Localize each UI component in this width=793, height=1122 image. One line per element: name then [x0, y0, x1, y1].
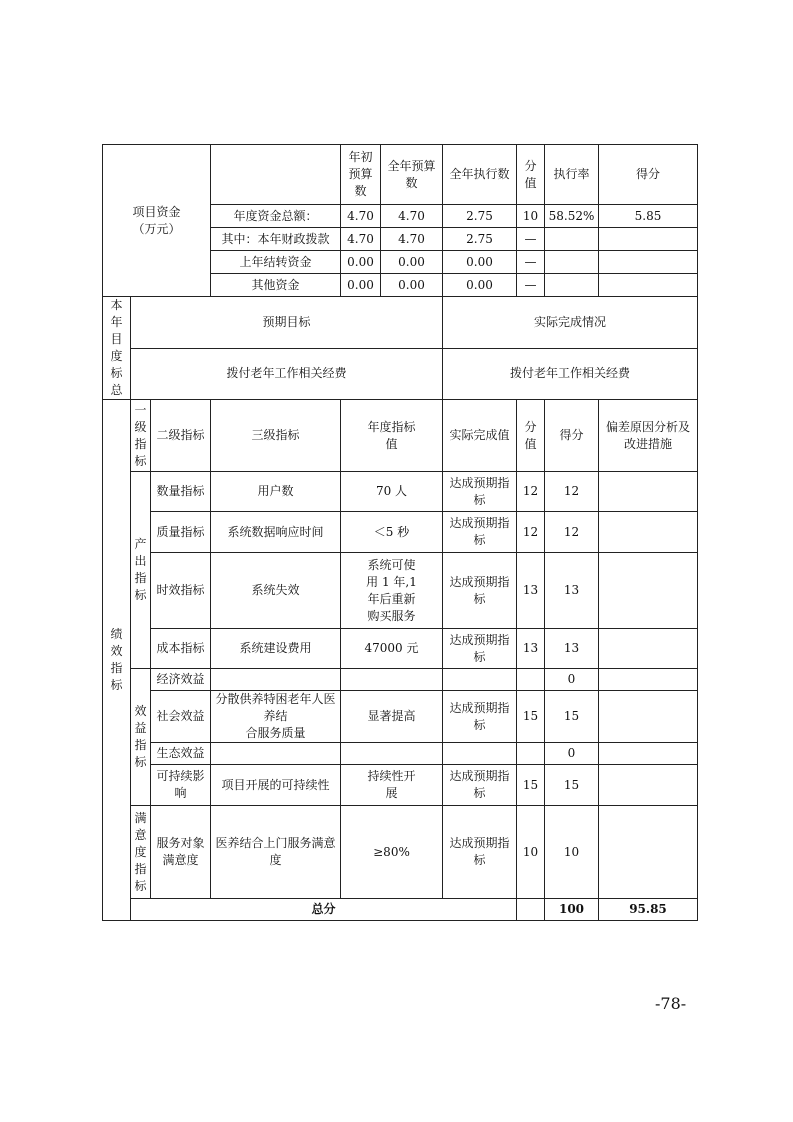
indicator-target [341, 743, 443, 765]
indicator-level2: 社会效益 [151, 691, 211, 743]
funds-row-score: — [517, 228, 545, 251]
indicator-target: 70 人 [341, 472, 443, 512]
indicator-got: 13 [545, 629, 599, 669]
indicator-note [599, 553, 698, 629]
funds-row-initial: 4.70 [341, 228, 381, 251]
funds-row-label: 其中：本年财政拨款 [211, 228, 341, 251]
total-row [103, 899, 698, 921]
total-got: 95.85 [599, 899, 698, 921]
funds-label-cell [103, 145, 211, 297]
indicator-got: 0 [545, 743, 599, 765]
indicator-level2: 可持续影 响 [151, 765, 211, 806]
indicator-level3 [211, 743, 341, 765]
perf-header-level3: 三级指标 [211, 400, 341, 472]
indicator-actual: 达成预期指 标 [443, 691, 517, 743]
funds-row-initial: 4.70 [341, 205, 381, 228]
indicator-actual [443, 669, 517, 691]
indicator-actual: 达成预期指 标 [443, 806, 517, 899]
funds-row-initial: 0.00 [341, 251, 381, 274]
indicator-level3: 项目开展的可持续性 [211, 765, 341, 806]
indicator-level2: 成本指标 [151, 629, 211, 669]
indicator-level3 [211, 669, 341, 691]
indicator-got: 0 [545, 669, 599, 691]
indicator-target: 47000 元 [341, 629, 443, 669]
indicator-target: 持续性开 展 [341, 765, 443, 806]
funds-row-rate [545, 251, 599, 274]
indicator-row [103, 691, 698, 743]
funds-row-full: 0.00 [381, 274, 443, 297]
indicator-level3: 系统建设费用 [211, 629, 341, 669]
indicator-score: 12 [517, 472, 545, 512]
indicator-actual: 达成预期指 标 [443, 553, 517, 629]
funds-header-exec: 全年执行数 [443, 145, 517, 205]
expected-goal: 拨付老年工作相关经费 [131, 348, 443, 400]
benefit-group-label: 效 益 指 标 [131, 669, 151, 806]
actual-completion-header: 实际完成情况 [443, 297, 698, 349]
actual-completion: 拨付老年工作相关经费 [443, 348, 698, 400]
indicator-level3: 医养结合上门服务满意度 [211, 806, 341, 899]
indicator-got: 12 [545, 512, 599, 553]
indicator-target: 显著提高 [341, 691, 443, 743]
funds-row-label: 年度资金总额： [211, 205, 341, 228]
funds-row-exec: 2.75 [443, 205, 517, 228]
indicator-note [599, 691, 698, 743]
indicator-score: 12 [517, 512, 545, 553]
indicator-target: ≥80% [341, 806, 443, 899]
output-group-label: 产 出 指 标 [131, 472, 151, 669]
funds-row-score: — [517, 251, 545, 274]
indicator-row [103, 553, 698, 629]
funds-row-exec: 2.75 [443, 228, 517, 251]
indicator-level2: 服务对象 满意度 [151, 806, 211, 899]
indicator-row [103, 669, 698, 691]
indicator-note [599, 512, 698, 553]
indicator-level3: 系统数据响应时间 [211, 512, 341, 553]
funds-row-got [599, 274, 698, 297]
indicator-level3: 分散供养特困老年人医养结 合服务质量 [211, 691, 341, 743]
funds-row-initial: 0.00 [341, 274, 381, 297]
funds-row-label: 其他资金 [211, 274, 341, 297]
indicator-actual: 达成预期指 标 [443, 629, 517, 669]
funds-header-full: 全年预算 数 [381, 145, 443, 205]
funds-row-rate: 58.52% [545, 205, 599, 228]
indicator-score: 13 [517, 553, 545, 629]
perf-header-note: 偏差原因分析及 改进措施 [599, 400, 698, 472]
indicator-target: 系统可使 用 1 年,1 年后重新 购买服务 [341, 553, 443, 629]
indicator-level2: 经济效益 [151, 669, 211, 691]
funds-row-full: 4.70 [381, 205, 443, 228]
funds-row-full: 4.70 [381, 228, 443, 251]
indicator-actual: 达成预期指 标 [443, 765, 517, 806]
total-actual [517, 899, 545, 921]
funds-row-got [599, 228, 698, 251]
indicator-row [103, 512, 698, 553]
indicator-score: 10 [517, 806, 545, 899]
indicator-got: 10 [545, 806, 599, 899]
indicator-level3: 系统失效 [211, 553, 341, 629]
funds-row-exec: 0.00 [443, 274, 517, 297]
indicator-row [103, 472, 698, 512]
funds-row-rate [545, 274, 599, 297]
indicator-got: 15 [545, 691, 599, 743]
total-score: 100 [545, 899, 599, 921]
indicator-note [599, 806, 698, 899]
indicator-actual: 达成预期指 标 [443, 512, 517, 553]
indicator-level2: 生态效益 [151, 743, 211, 765]
indicator-score [517, 743, 545, 765]
indicator-note [599, 765, 698, 806]
indicator-row [103, 743, 698, 765]
perf-header-got: 得分 [545, 400, 599, 472]
expected-goal-header: 预期目标 [131, 297, 443, 349]
funds-header-rate: 执行率 [545, 145, 599, 205]
funds-row-exec: 0.00 [443, 251, 517, 274]
satisfaction-group-label: 满 意 度 指 标 [131, 806, 151, 899]
indicator-note [599, 743, 698, 765]
indicator-level2: 数量指标 [151, 472, 211, 512]
indicator-row [103, 765, 698, 806]
indicator-score: 15 [517, 691, 545, 743]
funds-header-blank [211, 145, 341, 205]
funds-row-score: 10 [517, 205, 545, 228]
perf-header-level2: 二级指标 [151, 400, 211, 472]
funds-row-label: 上年结转资金 [211, 251, 341, 274]
indicator-score [517, 669, 545, 691]
page-number: -78- [655, 994, 687, 1013]
indicator-got: 12 [545, 472, 599, 512]
funds-header-initial: 年初 预算 数 [341, 145, 381, 205]
indicator-row [103, 629, 698, 669]
perf-header-score: 分 值 [517, 400, 545, 472]
perf-header-actual: 实际完成值 [443, 400, 517, 472]
indicator-target [341, 669, 443, 691]
indicator-target: ＜5 秒 [341, 512, 443, 553]
funds-row-rate [545, 228, 599, 251]
perf-header-level1: 一 级 指 标 [131, 400, 151, 472]
indicator-level2: 质量指标 [151, 512, 211, 553]
indicator-level2: 时效指标 [151, 553, 211, 629]
indicator-score: 13 [517, 629, 545, 669]
indicator-actual: 达成预期指 标 [443, 472, 517, 512]
funds-header-got: 得分 [599, 145, 698, 205]
funds-header-score: 分 值 [517, 145, 545, 205]
indicator-note [599, 629, 698, 669]
indicator-level3: 用户数 [211, 472, 341, 512]
performance-table [102, 144, 698, 921]
perf-header-target: 年度指标 值 [341, 400, 443, 472]
funds-label: 项目资金 （万元） [132, 204, 181, 236]
indicator-note [599, 669, 698, 691]
funds-row-got [599, 251, 698, 274]
indicator-row [103, 806, 698, 899]
funds-row-full: 0.00 [381, 251, 443, 274]
indicator-note [599, 472, 698, 512]
total-label: 总分 [131, 899, 517, 921]
perf-label: 绩 效 指 标 [103, 400, 131, 921]
indicator-actual [443, 743, 517, 765]
indicator-got: 15 [545, 765, 599, 806]
funds-row-got: 5.85 [599, 205, 698, 228]
goals-label: 本 年 目 度 标 总 [103, 297, 131, 400]
funds-row-score: — [517, 274, 545, 297]
indicator-score: 15 [517, 765, 545, 806]
indicator-got: 13 [545, 553, 599, 629]
